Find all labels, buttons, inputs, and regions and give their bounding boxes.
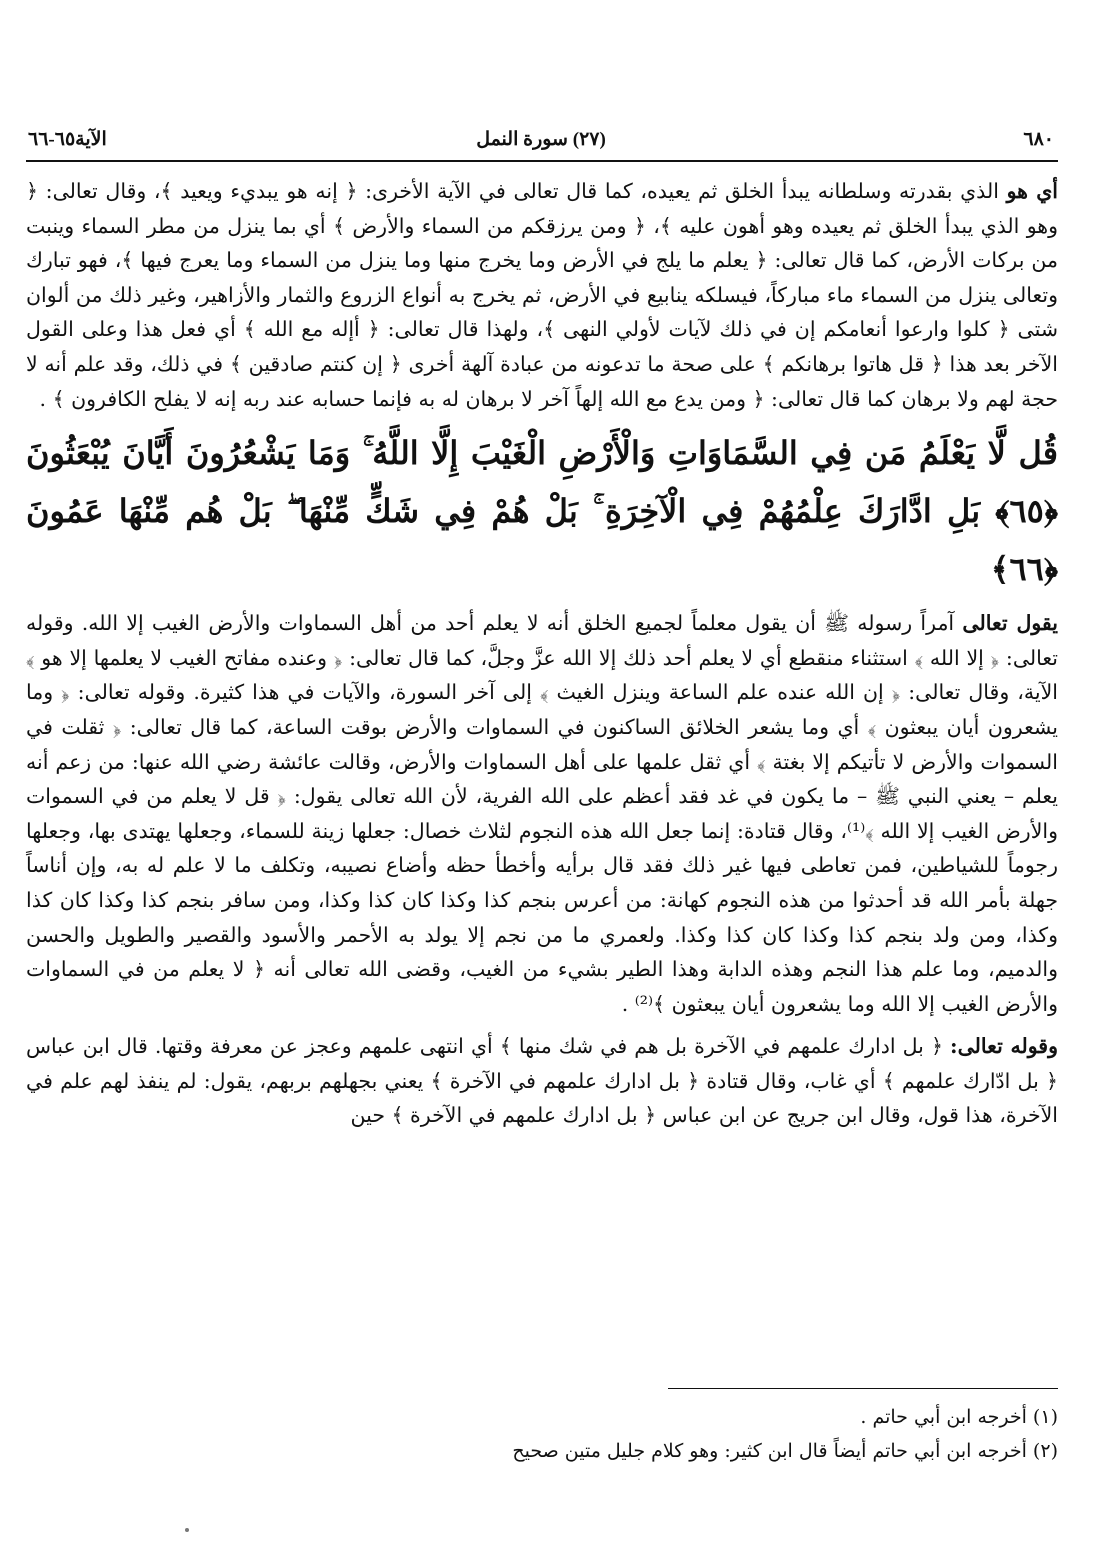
page-body	[26, 174, 1058, 1141]
page-number: ٦٨٠	[1023, 129, 1054, 150]
footnote-rule	[668, 1388, 1058, 1389]
ayah-range: الآية٦٥-٦٦	[28, 129, 107, 150]
footnote-2: (٢) أخرجه ابن أبي حاتم أيضاً قال ابن كثير: وهو كلام جليل متين صحيح	[512, 1440, 1058, 1462]
scan-mark	[185, 1528, 189, 1532]
header-rule	[26, 160, 1058, 162]
paragraph-3-text: ﴿ بل ادارك علمهم في الآخرة بل هم في شك منها ﴾ أي انتهى علمهم وعجز عن معرفة وقتها. قال ابن عباس ﴿ بل ادّارك علمهم ﴾ أي غاب، وقال قتادة ﴿ بل ادارك علمهم في الآخرة ﴾ يعني بجهلهم بربهم، يقول: لم ينفذ لهم علم في الآخرة، هذا قول، وقال ابن جريج عن ابن عباس ﴿ بل ادارك علمهم في الآخرة ﴾ حين	[26, 1034, 1058, 1128]
footnote-1: (١) أخرجه ابن أبي حاتم .	[860, 1406, 1058, 1428]
paragraph-2-text: آمراً رسوله ﷺ أن يقول معلماً لجميع الخلق أنه لا يعلم أحد من أهل السماوات والأرض الغيب إلا الله. وقوله تعالى: ﴿ إلا الله ﴾ استثناء منقطع أي لا يعلم أحد ذلك إلا الله عزَّ وجلَّ، كما قال تعالى: ﴿ وعنده مفاتح الغيب لا يعلمها إلا هو ﴾ الآية، وقال تعالى: ﴿ إن الله عنده علم الساعة وينزل الغيث ﴾ إلى آخر السورة، والآيات في هذا كثيرة. وقوله تعالى: ﴿ وما يشعرون أيان يبعثون ﴾ أي وما يشعر الخلائق الساكنون في السماوات والأرض بوقت الساعة، كما قال تعالى: ﴿ ثقلت في السموات والأرض لا تأتيكم إلا بغتة ﴾ أي ثقل علمها على أهل السماوات والأرض، وقالت عائشة رضي الله عنها: من زعم أنه يعلم – يعني النبي ﷺ – ما يكون في غد فقد أعظم على الله الفرية، لأن الله تعالى يقول: ﴿ قل لا يعلم من في السموات والأرض الغيب إلا الله ﴾⁽¹⁾، وقال قتادة: إنما جعل الله هذه النجوم لثلاث خصال: جعلها زينة للسماء، وجعلها يهتدى بها، وجعلها رجوماً للشياطين، فمن تعاطى فيها غير ذلك فقد قال برأيه وأخطأ حظه وأضاع نصيبه، وتكلف ما لا علم له به، وإن أناساً جهلة بأمر الله قد أحدثوا من هذه النجوم كهانة: من أعرس بنجم كذا وكذا كان كذا وكذا، ومن سافر بنجم كذا وكذا كان كذا وكذا، ومن ولد بنجم كذا وكذا كان كذا وكذا. ولعمري ما من نجم إلا يولد به الأحمر والأسود والقصير والطويل والحسن والدميم، وما علم هذا النجم وهذه الدابة وهذا الطير بشيء من الغيب، وقضى الله تعالى أنه ﴿ لا يعلم من في السماوات والأرض الغيب إلا الله وما يشعرون أيان يبعثون ﴾⁽²⁾ .	[26, 611, 1058, 1016]
page-header	[28, 128, 1054, 158]
paragraph-3-lead: وقوله تعالى:	[950, 1034, 1058, 1059]
footnotes	[360, 1400, 1058, 1468]
paragraph-2	[26, 606, 1058, 1021]
paragraph-3	[26, 1029, 1058, 1133]
surah-title: (٢٧) سورة النمل	[476, 129, 606, 150]
paragraph-1	[26, 174, 1058, 416]
paragraph-2-lead: يقول تعالى	[962, 611, 1059, 636]
paragraph-1-text: الذي بقدرته وسلطانه يبدأ الخلق ثم يعيده، كما قال تعالى في الآية الأخرى: ﴿ إنه هو يبديء ويعيد ﴾، وقال تعالى: ﴿ وهو الذي يبدأ الخلق ثم يعيده وهو أهون عليه ﴾، ﴿ ومن يرزقكم من السماء والأرض ﴾ أي بما ينزل من مطر السماء وينبت من بركات الأرض، كما قال تعالى: ﴿ يعلم ما يلج في الأرض وما يخرج منها وما ينزل من السماء وما يعرج فيها ﴾، فهو تبارك وتعالى ينزل من السماء ماء مباركاً، فيسلكه ينابيع في الأرض، ثم يخرج به أنواع الزروع والثمار والأزاهير، وغير ذلك من ألوان شتى ﴿ كلوا وارعوا أنعامكم إن في ذلك لآيات لأولي النهى ﴾، ولهذا قال تعالى: ﴿ أإله مع الله ﴾ أي فعل هذا وعلى القول الآخر بعد هذا ﴿ قل هاتوا برهانكم ﴾ على صحة ما تدعونه من عبادة آلهة أخرى ﴿ إن كنتم صادقين ﴾ في ذلك، وقد علم أنه لا حجة لهم ولا برهان كما قال تعالى: ﴿ ومن يدع مع الله إلهاً آخر لا برهان له به فإنما حسابه عند ربه إنه لا يفلح الكافرون ﴾ .	[26, 179, 1058, 411]
paragraph-1-lead: أي هو	[1006, 179, 1058, 203]
quran-verse: قُل لَّا يَعْلَمُ مَن فِي السَّمَاوَاتِ وَالْأَرْضِ الْغَيْبَ إِلَّا اللَّهُ ۚ وَمَا يَشْعُرُونَ أَيَّانَ يُبْعَثُونَ ﴿٦٥﴾ بَلِ ادَّارَكَ عِلْمُهُمْ فِي الْآخِرَةِ ۚ بَلْ هُمْ فِي شَكٍّ مِّنْهَا ۖ بَلْ هُم مِّنْهَا عَمُونَ ﴿٦٦﴾	[26, 434, 1059, 589]
